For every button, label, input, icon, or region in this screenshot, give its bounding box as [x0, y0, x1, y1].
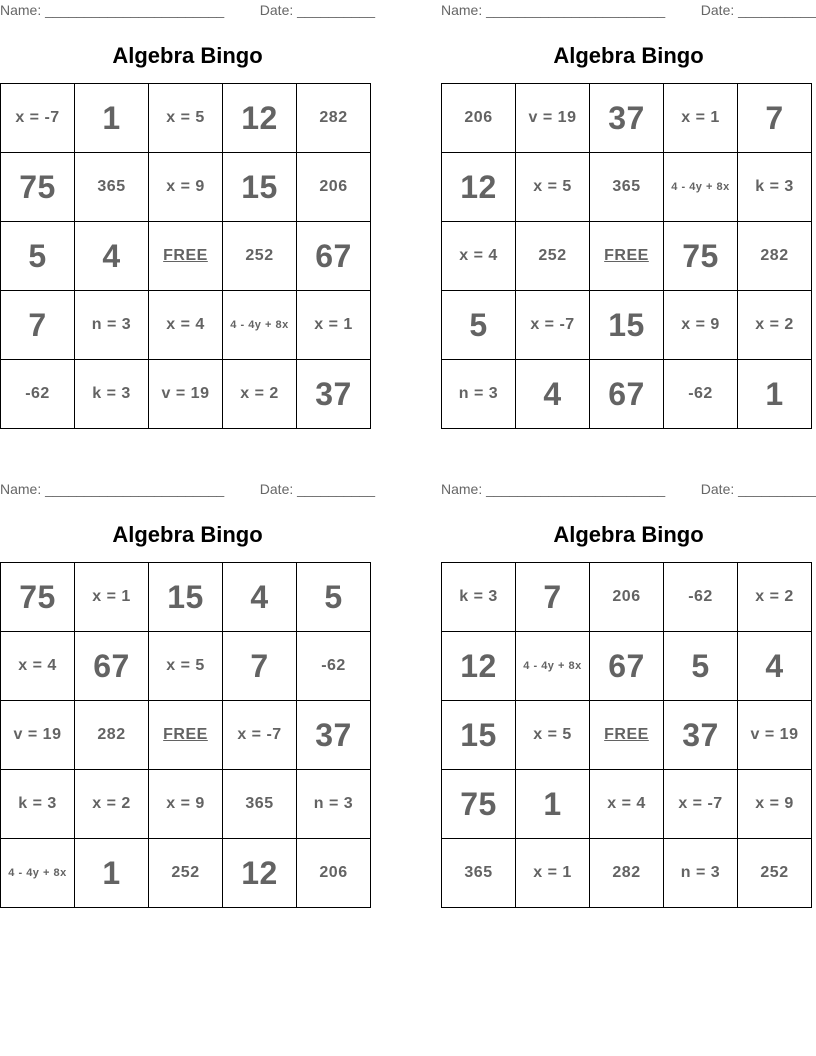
bingo-cell: k = 3: [442, 563, 516, 632]
bingo-cell: x = 4: [149, 291, 223, 360]
bingo-cell: x = 5: [516, 701, 590, 770]
card-header: [441, 479, 816, 501]
bingo-cell: 12: [223, 839, 297, 908]
bingo-grid: [441, 83, 812, 429]
bingo-row: [442, 632, 812, 701]
bingo-cell: 4 - 4y + 8x: [223, 291, 297, 360]
bingo-cell: 282: [738, 222, 812, 291]
bingo-cell: v = 19: [516, 84, 590, 153]
bingo-row: [442, 701, 812, 770]
bingo-cell: x = 1: [664, 84, 738, 153]
bingo-cell: 5: [1, 222, 75, 291]
bingo-cell: 67: [75, 632, 149, 701]
bingo-cell: 206: [442, 84, 516, 153]
bingo-cell: -62: [664, 360, 738, 429]
bingo-row: [442, 222, 812, 291]
bingo-cell: 282: [590, 839, 664, 908]
bingo-cell: x = 2: [75, 770, 149, 839]
bingo-cell: 75: [1, 153, 75, 222]
date-field: Date: __________: [700, 2, 816, 18]
bingo-card-2: [441, 0, 816, 412]
bingo-cell: 365: [75, 153, 149, 222]
bingo-row: [1, 360, 371, 429]
bingo-row: [442, 84, 812, 153]
bingo-cell: k = 3: [1, 770, 75, 839]
bingo-cell: x = 5: [149, 632, 223, 701]
bingo-cell: 4 - 4y + 8x: [1, 839, 75, 908]
bingo-cell: v = 19: [1, 701, 75, 770]
bingo-row: [442, 291, 812, 360]
bingo-cell: n = 3: [297, 770, 371, 839]
bingo-cell: k = 3: [738, 153, 812, 222]
bingo-cell: x = 2: [738, 291, 812, 360]
bingo-cell: 12: [442, 632, 516, 701]
bingo-cell: 15: [223, 153, 297, 222]
name-field: Name: _______________________: [0, 2, 225, 18]
card-title: Algebra Bingo: [112, 43, 263, 68]
bingo-cell: 12: [442, 153, 516, 222]
bingo-card-4: [441, 479, 816, 881]
bingo-cell: -62: [664, 563, 738, 632]
bingo-cell: 37: [297, 360, 371, 429]
bingo-cell: 37: [664, 701, 738, 770]
card-header: [0, 479, 375, 501]
bingo-cell: 4 - 4y + 8x: [516, 632, 590, 701]
bingo-cell: 5: [442, 291, 516, 360]
bingo-cell: 252: [223, 222, 297, 291]
bingo-cell: 206: [590, 563, 664, 632]
bingo-row: [1, 222, 371, 291]
bingo-cell: x = 9: [149, 770, 223, 839]
bingo-cell: v = 19: [149, 360, 223, 429]
bingo-cell: 15: [590, 291, 664, 360]
bingo-cell: 7: [738, 84, 812, 153]
bingo-cell: 67: [590, 632, 664, 701]
bingo-cell: x = 1: [75, 563, 149, 632]
bingo-cell: 7: [516, 563, 590, 632]
card-header: [0, 0, 375, 22]
card-title: Algebra Bingo: [553, 43, 704, 68]
bingo-cell: 206: [297, 839, 371, 908]
bingo-cell: x = -7: [1, 84, 75, 153]
bingo-cell: 67: [297, 222, 371, 291]
bingo-cell: 15: [442, 701, 516, 770]
bingo-cell: x = 1: [297, 291, 371, 360]
free-space: FREE: [590, 222, 664, 291]
bingo-cell: 4: [75, 222, 149, 291]
bingo-cell: 4: [223, 563, 297, 632]
bingo-row: [1, 153, 371, 222]
bingo-cell: 12: [223, 84, 297, 153]
card-title: Algebra Bingo: [112, 522, 263, 547]
bingo-row: [1, 291, 371, 360]
bingo-cell: x = 4: [442, 222, 516, 291]
date-field: Date: __________: [700, 481, 816, 497]
bingo-row: [1, 839, 371, 908]
bingo-row: [1, 701, 371, 770]
bingo-cell: x = 4: [590, 770, 664, 839]
bingo-cell: x = 9: [664, 291, 738, 360]
bingo-cell: n = 3: [442, 360, 516, 429]
bingo-card-1: [0, 0, 375, 412]
bingo-cell: -62: [297, 632, 371, 701]
bingo-grid: [0, 83, 371, 429]
bingo-grid: [441, 562, 812, 908]
bingo-row: [1, 632, 371, 701]
bingo-cell: 75: [442, 770, 516, 839]
bingo-cell: 37: [297, 701, 371, 770]
bingo-cell: 252: [516, 222, 590, 291]
bingo-cell: 7: [1, 291, 75, 360]
bingo-cell: x = -7: [223, 701, 297, 770]
bingo-cell: x = -7: [664, 770, 738, 839]
bingo-cell: 4: [516, 360, 590, 429]
bingo-cell: n = 3: [664, 839, 738, 908]
bingo-row: [442, 360, 812, 429]
bingo-card-3: [0, 479, 375, 891]
bingo-cell: 75: [664, 222, 738, 291]
bingo-cell: 1: [75, 84, 149, 153]
free-space: FREE: [590, 701, 664, 770]
bingo-cell: 206: [297, 153, 371, 222]
bingo-cell: x = 9: [149, 153, 223, 222]
bingo-cell: x = 9: [738, 770, 812, 839]
bingo-cell: 282: [297, 84, 371, 153]
bingo-cell: 252: [738, 839, 812, 908]
bingo-cell: 365: [223, 770, 297, 839]
bingo-row: [1, 770, 371, 839]
bingo-cell: 252: [149, 839, 223, 908]
bingo-cell: v = 19: [738, 701, 812, 770]
bingo-cell: x = 1: [516, 839, 590, 908]
bingo-cell: 5: [664, 632, 738, 701]
bingo-cell: 1: [75, 839, 149, 908]
bingo-row: [442, 563, 812, 632]
bingo-row: [442, 770, 812, 839]
bingo-cell: x = 5: [516, 153, 590, 222]
bingo-cell: n = 3: [75, 291, 149, 360]
free-space: FREE: [149, 701, 223, 770]
bingo-cell: 282: [75, 701, 149, 770]
bingo-cell: 4 - 4y + 8x: [664, 153, 738, 222]
bingo-cell: 4: [738, 632, 812, 701]
name-field: Name: _______________________: [0, 481, 225, 497]
bingo-cell: k = 3: [75, 360, 149, 429]
bingo-cell: -62: [1, 360, 75, 429]
card-title: Algebra Bingo: [553, 522, 704, 547]
date-field: Date: __________: [259, 2, 375, 18]
bingo-cell: x = 2: [223, 360, 297, 429]
bingo-cell: 365: [590, 153, 664, 222]
bingo-cell: 15: [149, 563, 223, 632]
name-field: Name: _______________________: [441, 2, 666, 18]
card-header: [441, 0, 816, 22]
bingo-cell: 75: [1, 563, 75, 632]
bingo-row: [442, 839, 812, 908]
bingo-cell: x = -7: [516, 291, 590, 360]
bingo-cell: 1: [516, 770, 590, 839]
bingo-row: [1, 563, 371, 632]
bingo-cell: 365: [442, 839, 516, 908]
bingo-grid: [0, 562, 371, 908]
bingo-cell: 37: [590, 84, 664, 153]
bingo-cell: 5: [297, 563, 371, 632]
bingo-cell: 7: [223, 632, 297, 701]
bingo-cell: x = 2: [738, 563, 812, 632]
bingo-cell: x = 5: [149, 84, 223, 153]
free-space: FREE: [149, 222, 223, 291]
bingo-row: [442, 153, 812, 222]
name-field: Name: _______________________: [441, 481, 666, 497]
bingo-cell: 1: [738, 360, 812, 429]
bingo-cell: 67: [590, 360, 664, 429]
date-field: Date: __________: [259, 481, 375, 497]
bingo-row: [1, 84, 371, 153]
bingo-cell: x = 4: [1, 632, 75, 701]
